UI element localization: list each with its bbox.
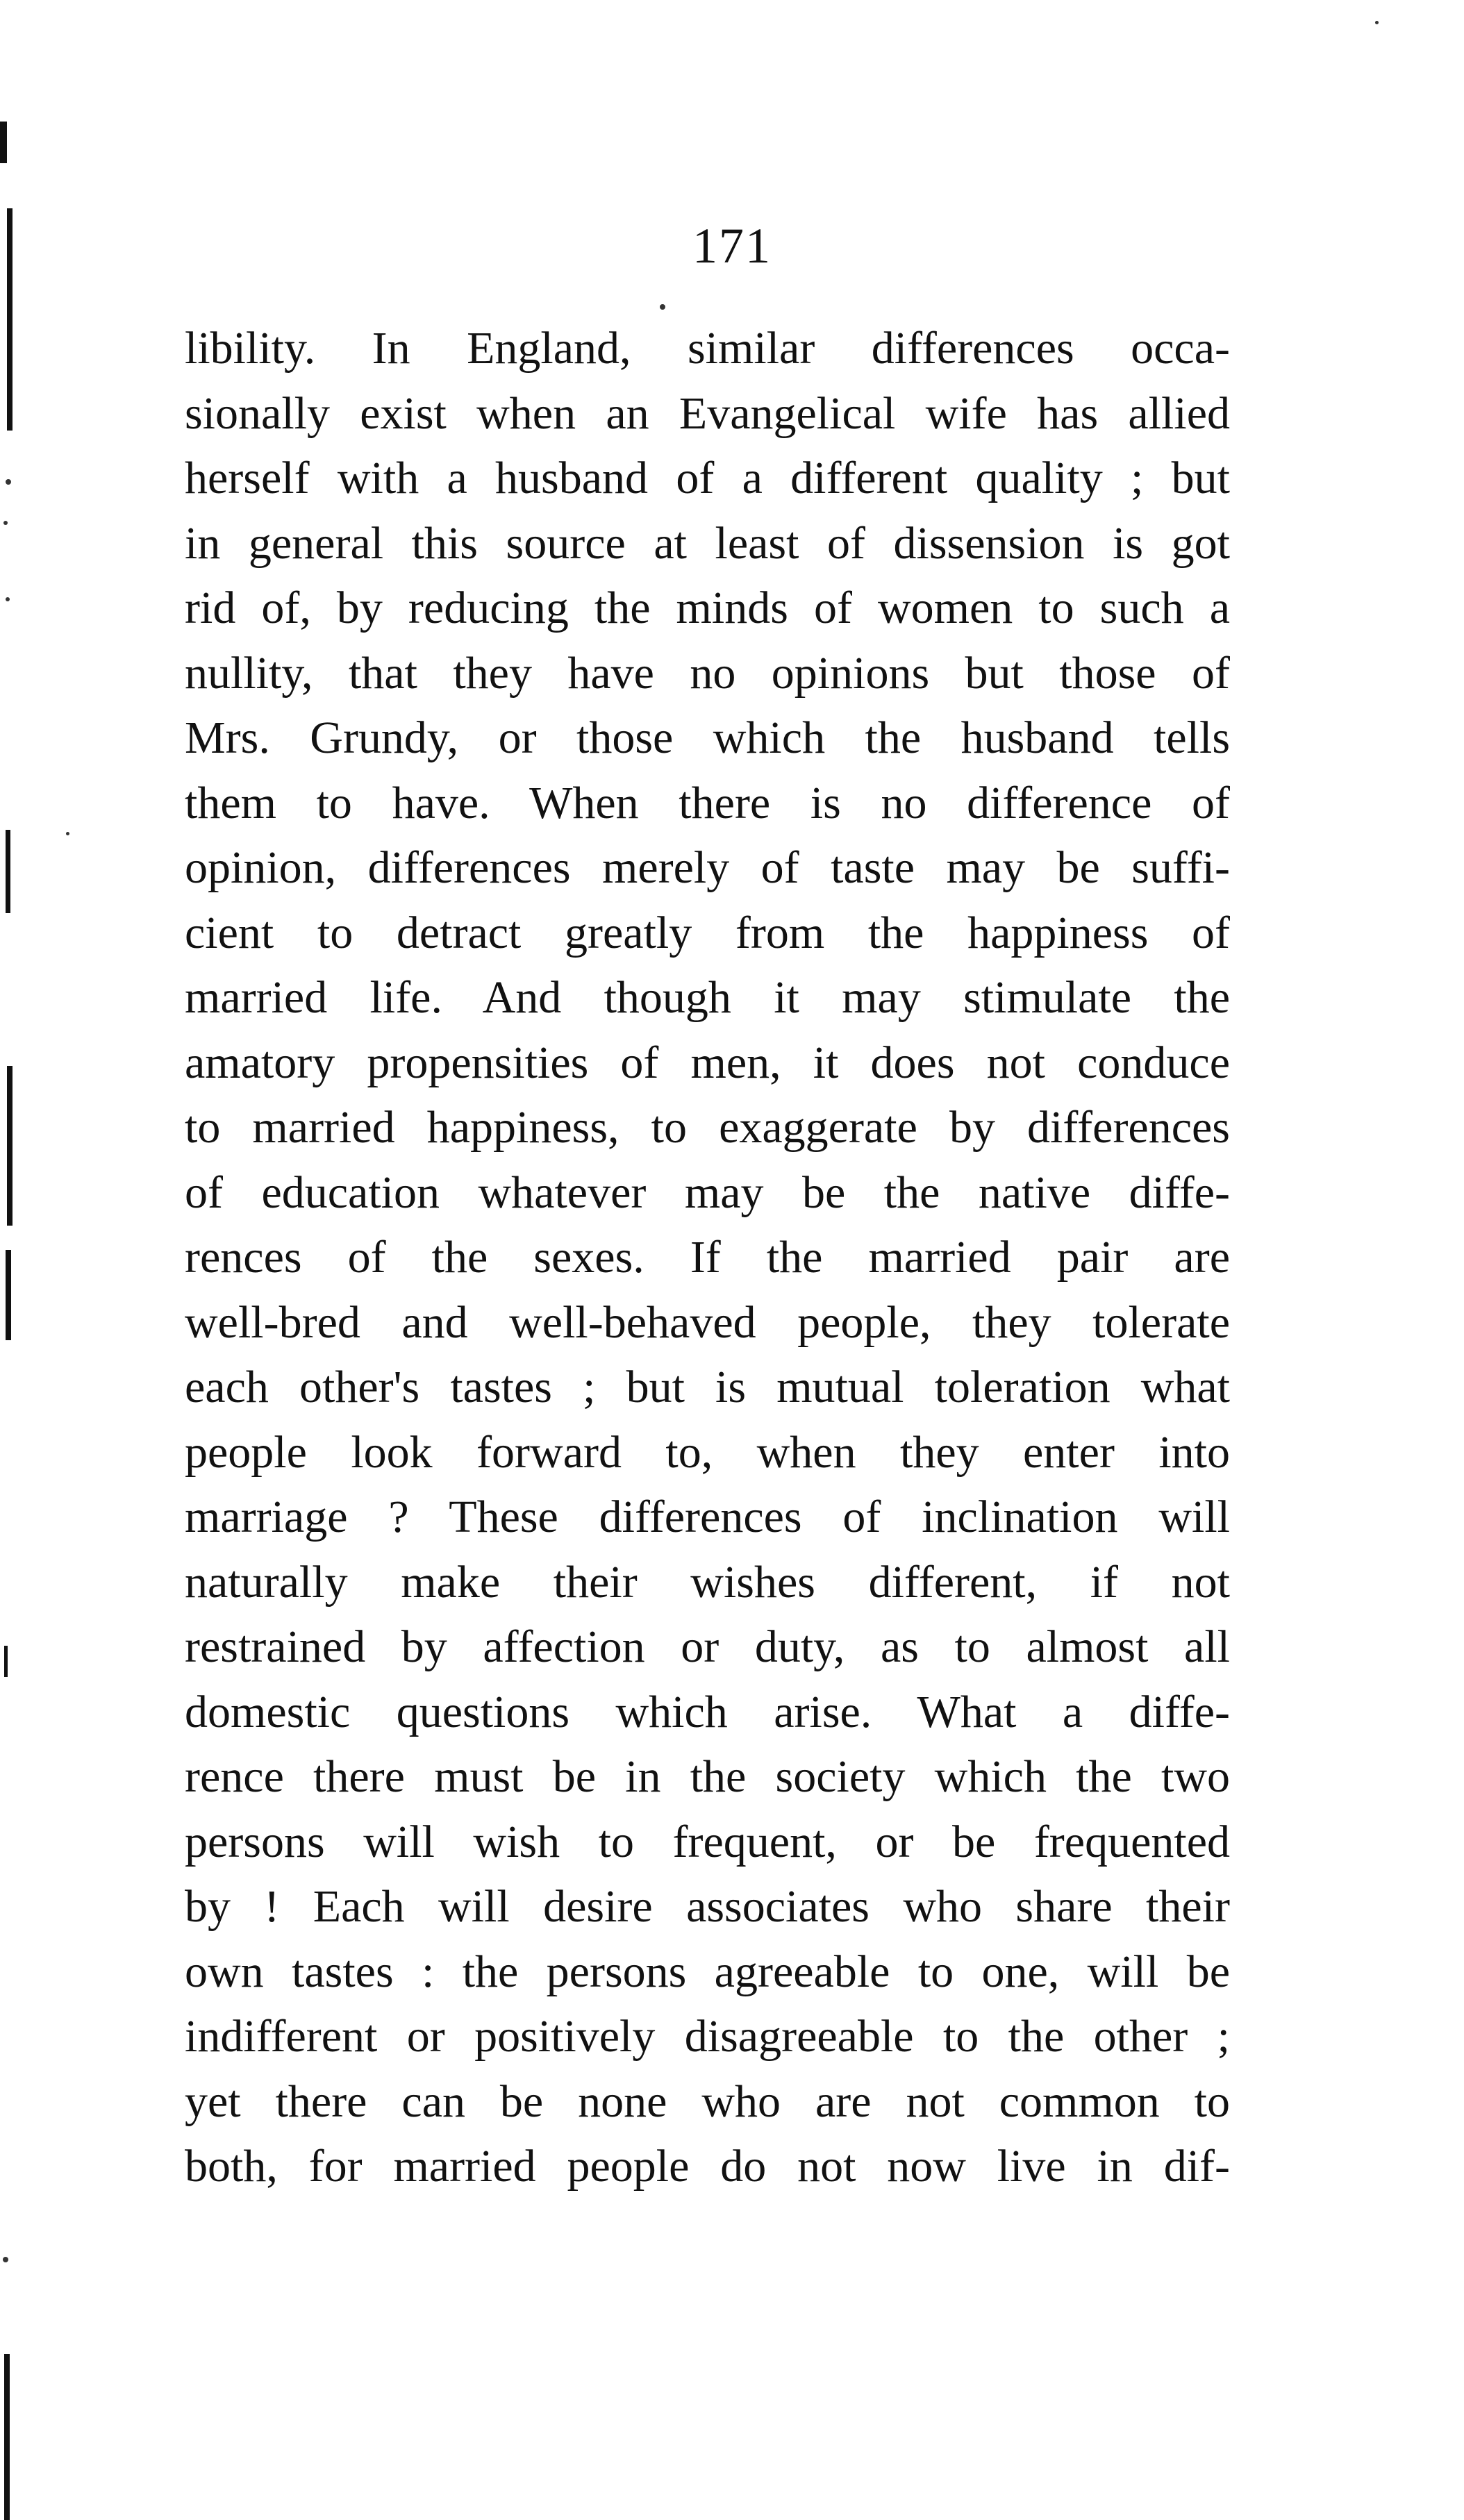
text-line: sionally exist when an Evangelical wife has allied [185,387,1230,439]
scan-edge-mark [7,1066,13,1226]
text-line: by ! Each will desire associates who share their [185,1881,1230,1932]
text-line: to married happiness, to exaggerate by differences [185,1102,1230,1153]
scan-edge-mark [6,1250,11,1340]
scan-edge-mark [4,1646,8,1677]
text-line: yet there can be none who are not common to [185,2076,1230,2127]
text-line: naturally make their wishes different, if not [185,1556,1230,1608]
text-line: them to have. When there is no difference of [185,777,1230,828]
scan-speck [3,2257,8,2262]
text-line: married life. And though it may stimulate the [185,972,1230,1023]
text-line: persons will wish to frequent, or be frequented [185,1816,1230,1867]
text-line: rence there must be in the society which the two [185,1751,1230,1802]
text-line: rences of the sexes. If the married pair are [185,1232,1230,1283]
text-line: libility. In England, similar differences occa- [185,323,1230,374]
scan-speck [66,832,69,835]
scan-speck [1375,21,1379,24]
text-line: opinion, differences merely of taste may be suffi- [185,842,1230,893]
text-line: amatory propensities of men, it does not conduce [185,1037,1230,1088]
scan-speck [6,597,10,601]
text-line: both, for married people do not now live in dif- [185,2141,1230,2192]
scan-edge-mark [6,830,10,913]
scan-speck [660,304,665,310]
text-line: domestic questions which arise. What a diffe- [185,1686,1230,1737]
text-line: rid of, by reducing the minds of women to such a [185,583,1230,633]
text-line: herself with a husband of a different quality ; but [185,453,1230,503]
text-line: of education whatever may be the native diffe- [185,1167,1230,1218]
scan-speck [6,479,11,485]
text-line: indifferent or positively disagreeable to the other ; [185,2011,1230,2062]
text-line: marriage ? These differences of inclination will [185,1492,1230,1542]
body-text [185,316,1230,2199]
text-line: each other's tastes ; but is mutual toleration what [185,1362,1230,1412]
text-line: own tastes : the persons agreeable to one, will be [185,1946,1230,1997]
text-line: in general this source at least of dissension is got [185,517,1230,569]
text-line: cient to detract greatly from the happiness of [185,907,1230,958]
page-number: 171 [692,218,772,274]
scan-edge-mark [4,2354,10,2520]
text-line: restrained by affection or duty, as to almost all [185,1621,1230,1672]
text-line: people look forward to, when they enter into [185,1426,1230,1478]
text-line: nullity, that they have no opinions but those of [185,647,1230,699]
scan-edge-mark [0,122,7,163]
scan-speck [3,521,8,525]
text-line: well-bred and well-behaved people, they tolerate [185,1296,1230,1348]
text-line: Mrs. Grundy, or those which the husband tells [185,712,1230,763]
